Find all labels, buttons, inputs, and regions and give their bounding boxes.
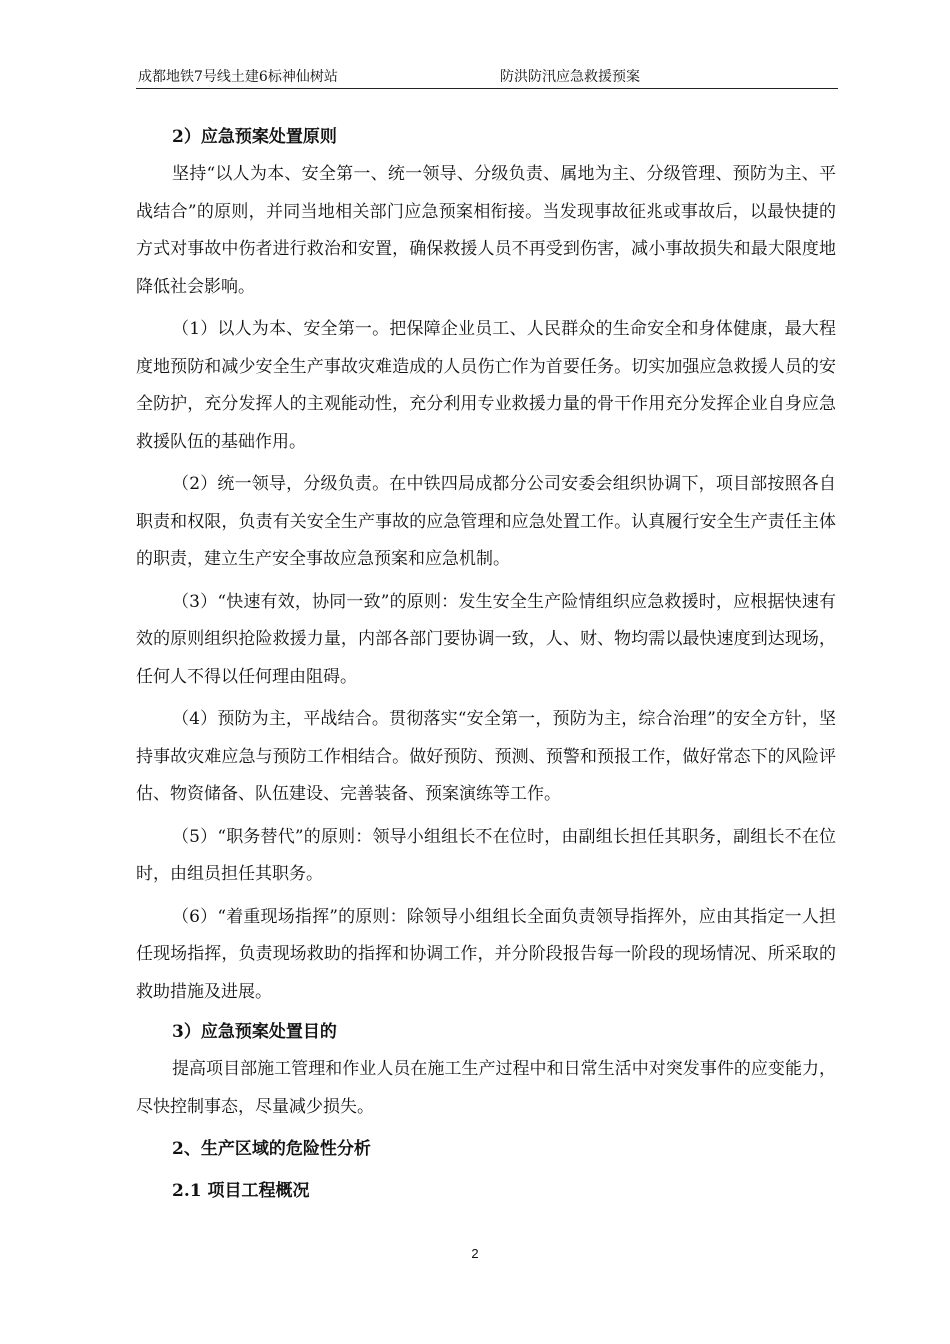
document-body [136, 118, 836, 1210]
header-project-name: 成都地铁7号线土建6标神仙树站 [138, 69, 338, 85]
subsection-heading: 2.1 项目工程概况 [172, 1181, 310, 1201]
paragraph: 提高项目部施工管理和作业人员在施工生产过程中和日常生活中对突发事件的应变能力，尽快控制事态，尽量减少损失。 [136, 1059, 836, 1117]
header-document-title: 防洪防汛应急救援预案 [500, 69, 640, 85]
paragraph: （2）统一领导，分级负责。在中铁四局成都分公司安委会组织协调下，项目部按照各自职责和权限，负责有关安全生产事故的应急管理和应急处置工作。认真履行安全生产责任主体的职责，建立生产安全事故应急预案和应急机制。 [136, 474, 836, 569]
section-heading: 2、生产区域的危险性分析 [172, 1139, 371, 1159]
section-heading: 2）应急预案处置原则 [172, 127, 337, 147]
paragraph: 坚持“以人为本、安全第一、统一领导、分级负责、属地为主、分级管理、预防为主、平战结合”的原则，并同当地相关部门应急预案相衔接。当发现事故征兆或事故后，以最快捷的方式对事故中伤者进行救治和安置，确保救援人员不再受到伤害，减小事故损失和最大限度地降低社会影响。 [136, 164, 836, 297]
section-heading: 3）应急预案处置目的 [172, 1022, 337, 1042]
paragraph: （6）“着重现场指挥”的原则：除领导小组组长全面负责领导指挥外，应由其指定一人担任现场指挥，负责现场救助的指挥和协调工作，并分阶段报告每一阶段的现场情况、所采取的救助措施及进展。 [136, 906, 836, 1002]
page-number: 2 [471, 1246, 479, 1261]
paragraph: （1）以人为本、安全第一。把保障企业员工、人民群众的生命安全和身体健康，最大程度地预防和减少安全生产事故灾难造成的人员伤亡作为首要任务。切实加强应急救援人员的安全防护，充分发挥人的主观能动性，充分利用专业救援力量的骨干作用充分发挥企业自身应急救援队伍的基础作用。 [136, 319, 836, 452]
page-header [136, 62, 838, 89]
paragraph: （5）“职务替代”的原则：领导小组组长不在位时，由副组长担任其职务，副组长不在位时，由组员担任其职务。 [136, 826, 836, 884]
paragraph: （3）“快速有效，协同一致”的原则：发生安全生产险情组织应急救援时，应根据快速有效的原则组织抢险救援力量，内部各部门要协调一致，人、财、物均需以最快速度到达现场，任何人不得以任何理由阻碍。 [136, 591, 836, 687]
paragraph: （4）预防为主，平战结合。贯彻落实“安全第一，预防为主，综合治理”的安全方针，坚持事故灾难应急与预防工作相结合。做好预防、预测、预警和预报工作，做好常态下的风险评估、物资储备、队伍建设、完善装备、预案演练等工作。 [136, 709, 836, 804]
